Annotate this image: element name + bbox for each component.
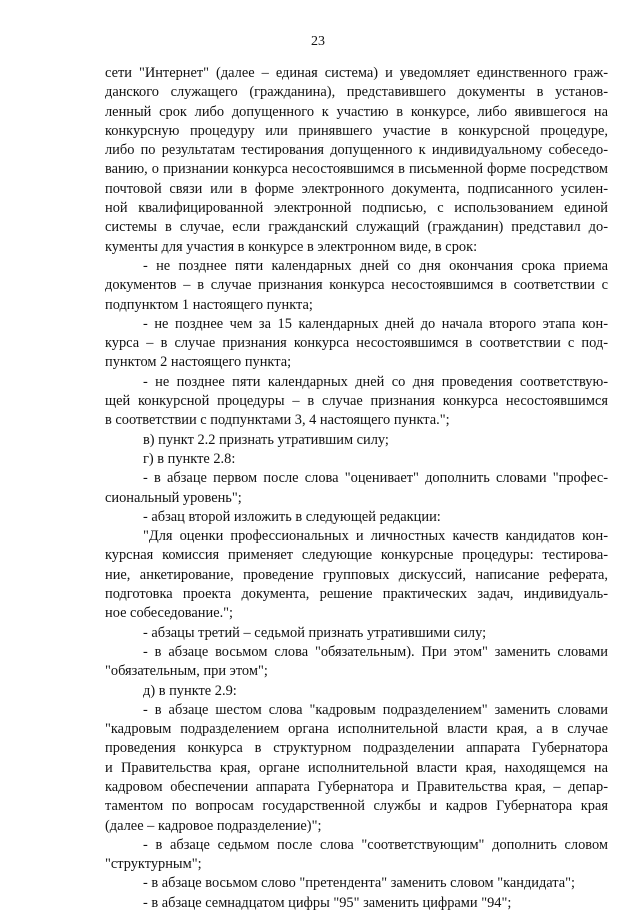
text-line: "обязательным, при этом"; [105, 663, 268, 680]
text-line: - не позднее чем за 15 календарных дней до начала второго этапа кон- [143, 315, 608, 332]
text-line: таментом по вопросам государственной службы и кадров Губернатора края [105, 798, 608, 815]
text-line: подготовка проекта документа, решение практических задач, индивидуаль- [105, 586, 608, 603]
text-line: сети "Интернет" (далее – единая система) и уведомляет единственного граж- [105, 65, 608, 81]
text-line: пунктом 2 настоящего пункта; [105, 354, 292, 371]
text-line: - в абзаце шестом слова "кадровым подразделением" заменить словами [143, 701, 608, 718]
text-line: и Правительства края, органе исполнительной власти края, находящемся на [105, 759, 608, 776]
text-line: д) в пункте 2.9: [143, 682, 237, 699]
text-line: - в абзаце семнадцатом цифры "95" заменить цифрами "94"; [143, 894, 512, 911]
text-line: курса – в случае признания конкурса несостоявшимся в соответствии с под- [105, 335, 608, 352]
text-line: в соответствии с подпунктами 3, 4 настоящего пункта."; [105, 412, 450, 429]
text-line: г) в пункте 2.8: [143, 450, 236, 467]
text-line: проведения конкурса в структурном подразделении аппарата Губернатора [105, 740, 608, 757]
text-line: ной квалифицированной электронной подписью, с использованием единой [105, 200, 608, 217]
text-line: кадровом обеспечении аппарата Губернатора и Правительства края, – депар- [105, 778, 608, 795]
text-line: - в абзаце восьмом слова "обязательным). При этом" заменить словами [143, 643, 608, 660]
text-line: в) пункт 2.2 признать утратившим силу; [143, 431, 389, 448]
text-line: щей конкурсной процедуры – в случае признания конкурса несостоявшимся [105, 393, 608, 410]
text-line: - абзац второй изложить в следующей редакции: [143, 508, 441, 525]
text-line: ванию, о признании конкурса несостоявшимся в письменной форме посредством [105, 161, 608, 178]
text-line: сиональный уровень"; [105, 489, 242, 506]
text-line: курсная комиссия применяет следующие конкурсные процедуры: тестирова- [105, 547, 608, 564]
document-body [105, 64, 608, 913]
text-line: "структурным"; [105, 856, 202, 873]
text-line: документов – в случае признания конкурса несостоявшимся в соответствии с [105, 277, 608, 294]
text-line: подпунктом 1 настоящего пункта; [105, 296, 313, 313]
text-line: - не позднее пяти календарных дней со дня окончания срока приема [143, 257, 608, 274]
text-line: "кадровым подразделением органа исполнительной власти края, а в случае [105, 721, 608, 738]
text-line: конкурсную процедуру или принявшего участие в конкурсной процедуре, [105, 122, 608, 139]
text-line: - не позднее пяти календарных дней со дня проведения соответствую- [143, 373, 608, 390]
text-line: кументы для участия в конкурсе в электронном виде, в срок: [105, 238, 478, 255]
text-line: системы в случае, если гражданский служащий (гражданин) представил до- [105, 219, 608, 236]
text-line: ние, анкетирование, проведение групповых дискуссий, написание реферата, [105, 566, 608, 583]
text-line: ленный срок либо допущенного к участию в конкурсе, либо явившегося на [105, 103, 608, 120]
text-line: - в абзаце восьмом слово "претендента" заменить словом "кандидата"; [143, 875, 576, 892]
text-line: почтовой связи или в форме электронного документа, подписанного усилен- [105, 180, 608, 197]
text-line: - в абзаце первом после слова "оценивает" дополнить словами "профес- [143, 470, 608, 487]
text-line: - в абзаце седьмом после слова "соответствующим" дополнить словом [143, 836, 608, 853]
text-line: "Для оценки профессиональных и личностных качеств кандидатов кон- [143, 528, 608, 545]
text-line: (далее – кадровое подразделение)"; [105, 817, 322, 834]
text-line: ное собеседование."; [105, 605, 234, 622]
page-number: 23 [311, 34, 325, 49]
text-line: данского служащего (гражданина), представившего документы в установ- [105, 84, 608, 101]
text-line: - абзацы третий – седьмой признать утратившими силу; [143, 624, 487, 641]
text-line: либо по результатам тестирования допущенного к индивидуальному собеседо- [105, 142, 608, 159]
